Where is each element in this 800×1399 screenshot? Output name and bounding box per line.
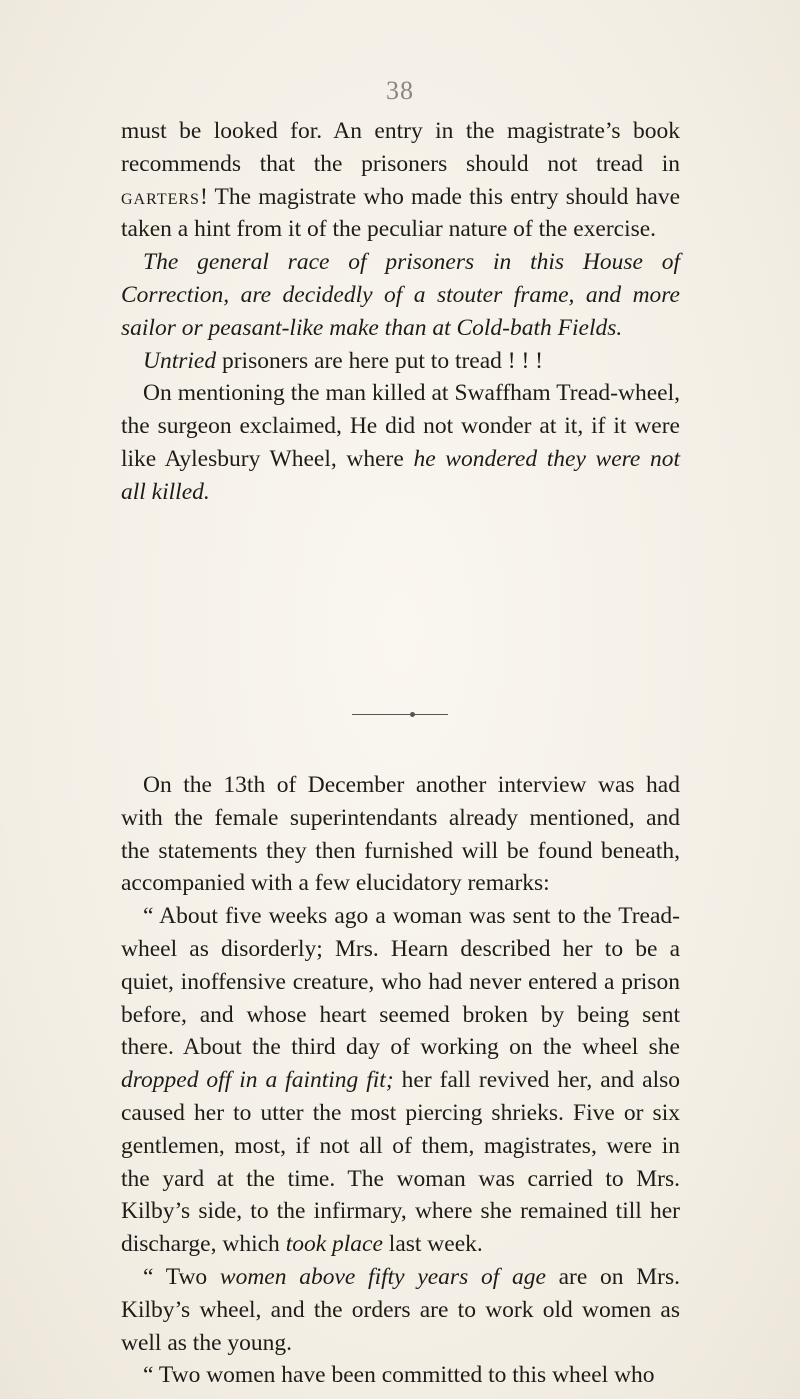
paragraph-untried: Untried prisoners are here put to tread ! ! ! <box>143 347 544 374</box>
paragraph-garters: must be looked for. An entry in the magistrate’s book recommends that the prisoners should not tread in garters! The magistrate who made this entry should have taken a hint from it of the peculiar nature of the exercise. <box>121 118 680 243</box>
paragraph-prisoners-race: The general race of prisoners in this House of Correction, are decidedly of a stouter frame, and more sailor or peasant-like make than at Cold-bath Fields. <box>121 249 680 341</box>
garters-smallcaps: garters <box>121 183 200 210</box>
paragraph-old-women: “ Two women above fifty years of age are on Mrs. Kilby’s wheel, and the orders are to work old women as well as the young. <box>121 1263 680 1356</box>
text-section-two <box>121 769 680 1392</box>
text-section-one <box>121 115 680 509</box>
paragraph-december-interview: On the 13th of December another interview was had with the female superintendants already mentioned, and the statements they then furnished will be found beneath, accompanied with a few elucidatory remarks: <box>121 772 680 897</box>
section-divider <box>352 714 448 715</box>
paragraph-swaffham: On mentioning the man killed at Swaffham Tread-wheel, the surgeon exclaimed, He did not wonder at it, if it were like Aylesbury Wheel, where he wondered they were not all killed. <box>121 380 680 505</box>
paragraph-fainting-woman: “ About five weeks ago a woman was sent to the Tread-wheel as disorderly; Mrs. Hearn described her to be a quiet, inoffensive creature, who had never entered a prison before, and whose heart seemed broken by being sent there. About the third day of working on the wheel she dropped off in a fainting fit; her fall revived her, and also caused her to utter the most piercing shrieks. Five or six gentlemen, most, if not all of them, magistrates, were in the yard at the time. The woman was carried to Mrs. Kilby’s side, to the infirmary, where she remained till her discharge, which took place last week. <box>121 903 680 1258</box>
page-number: 38 <box>386 76 414 105</box>
paragraph-committed-women: “ Two women have been committed to this wheel who <box>143 1362 655 1389</box>
